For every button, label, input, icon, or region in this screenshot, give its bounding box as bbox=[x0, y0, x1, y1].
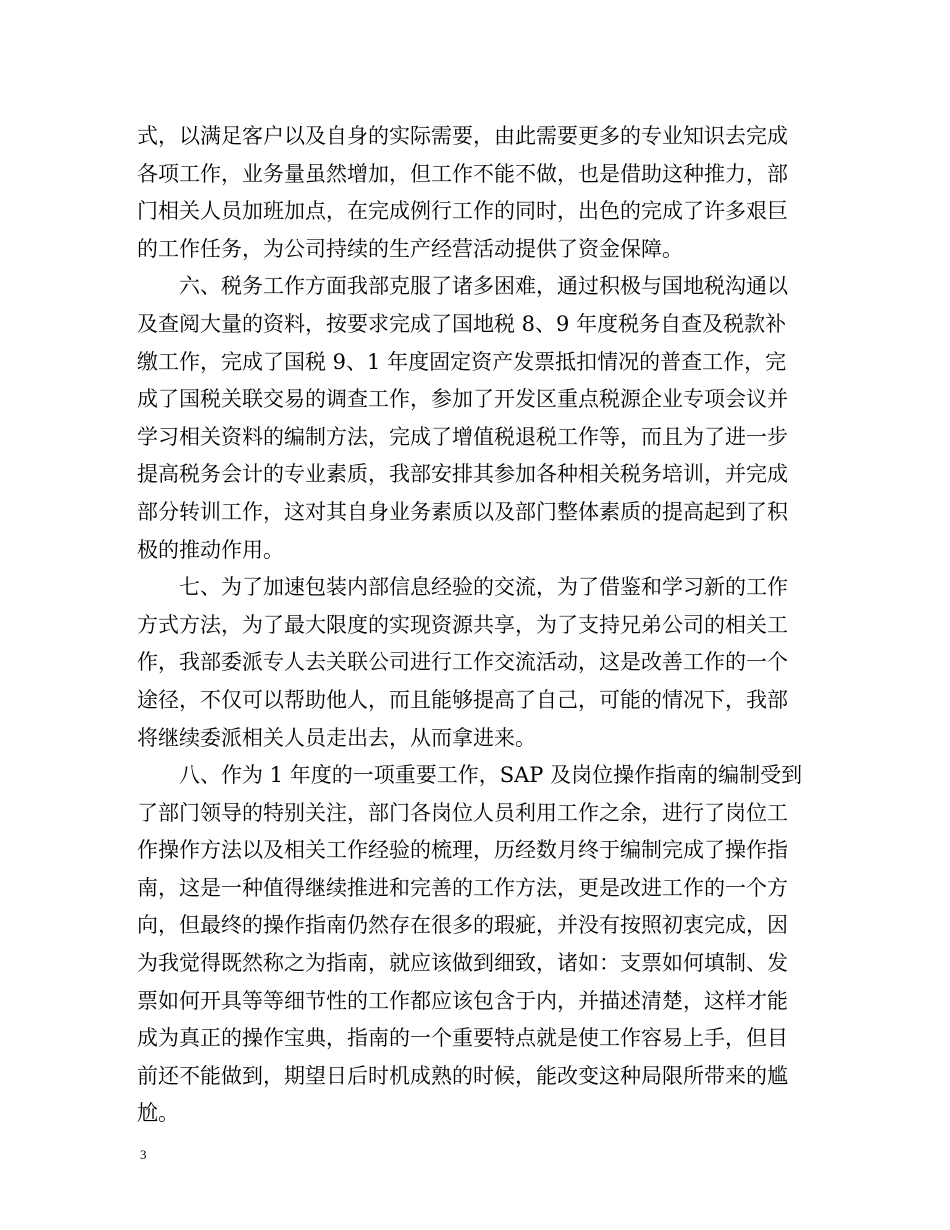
text-line: 南，这是一种值得继续推进和完善的工作方法，更是改进工作的一个方 bbox=[137, 875, 788, 900]
text-line: 为我觉得既然称之为指南，就应该做到细致，诸如：支票如何填制、发 bbox=[137, 951, 788, 976]
text-line: 了部门领导的特别关注，部门各岗位人员利用工作之余，进行了岗位工 bbox=[137, 800, 788, 825]
text-line: 前还不能做到，期望日后时机成熟的时候，能改变这种局限所带来的尴 bbox=[137, 1063, 788, 1088]
paragraph-start-line: 八、作为 1 年度的一项重要工作，SAP 及岗位操作指南的编制受到 bbox=[179, 763, 803, 788]
paragraph-start-line: 七、为了加速包装内部信息经验的交流，为了借鉴和学习新的工作 bbox=[179, 575, 788, 600]
text-line: 方式方法，为了最大限度的实现资源共享，为了支持兄弟公司的相关工 bbox=[137, 612, 788, 637]
text-line: 各项工作，业务量虽然增加，但工作不能不做，也是借助这种推力，部 bbox=[137, 161, 788, 186]
text-line: 式，以满足客户以及自身的实际需要，由此需要更多的专业知识去完成 bbox=[137, 124, 788, 148]
text-line: 尬。 bbox=[137, 1101, 179, 1126]
text-line: 作操作方法以及相关工作经验的梳理，历经数月终于编制完成了操作指 bbox=[137, 838, 788, 863]
paragraph-start-line: 六、税务工作方面我部克服了诸多困难，通过积极与国地税沟通以 bbox=[179, 274, 788, 299]
text-line: 的工作任务，为公司持续的生产经营活动提供了资金保障。 bbox=[137, 236, 683, 261]
text-line: 向，但最终的操作指南仍然存在很多的瑕疵，并没有按照初衷完成，因 bbox=[137, 913, 788, 938]
text-line: 成了国税关联交易的调查工作，参加了开发区重点税源企业专项会议并 bbox=[137, 387, 788, 412]
text-line: 门相关人员加班加点，在完成例行工作的同时，出色的完成了许多艰巨 bbox=[137, 199, 788, 224]
body-text bbox=[137, 118, 813, 1133]
text-line: 及查阅大量的资料，按要求完成了国地税 8、9 年度税务自查及税款补 bbox=[137, 311, 787, 336]
text-line: 成为真正的操作宝典，指南的一个重要特点就是使工作容易上手，但目 bbox=[137, 1026, 788, 1051]
text-line: 学习相关资料的编制方法，完成了增值税退税工作等，而且为了进一步 bbox=[137, 424, 788, 449]
text-line: 部分转训工作，这对其自身业务素质以及部门整体素质的提高起到了积 bbox=[137, 499, 788, 524]
text-line: 作，我部委派专人去关联公司进行工作交流活动，这是改善工作的一个 bbox=[137, 650, 788, 675]
text-line: 将继续委派相关人员走出去，从而拿进来。 bbox=[137, 725, 536, 750]
text-line: 途径，不仅可以帮助他人，而且能够提高了自己，可能的情况下，我部 bbox=[137, 687, 788, 712]
text-line: 票如何开具等等细节性的工作都应该包含于内，并描述清楚，这样才能 bbox=[137, 988, 788, 1013]
text-line: 缴工作，完成了国税 9、1 年度固定资产发票抵扣情况的普查工作，完 bbox=[137, 349, 787, 374]
page-number: 3 bbox=[140, 1147, 147, 1162]
text-line: 极的推动作用。 bbox=[137, 537, 284, 562]
text-line: 提高税务会计的专业素质，我部安排其参加各种相关税务培训，并完成 bbox=[137, 462, 788, 487]
